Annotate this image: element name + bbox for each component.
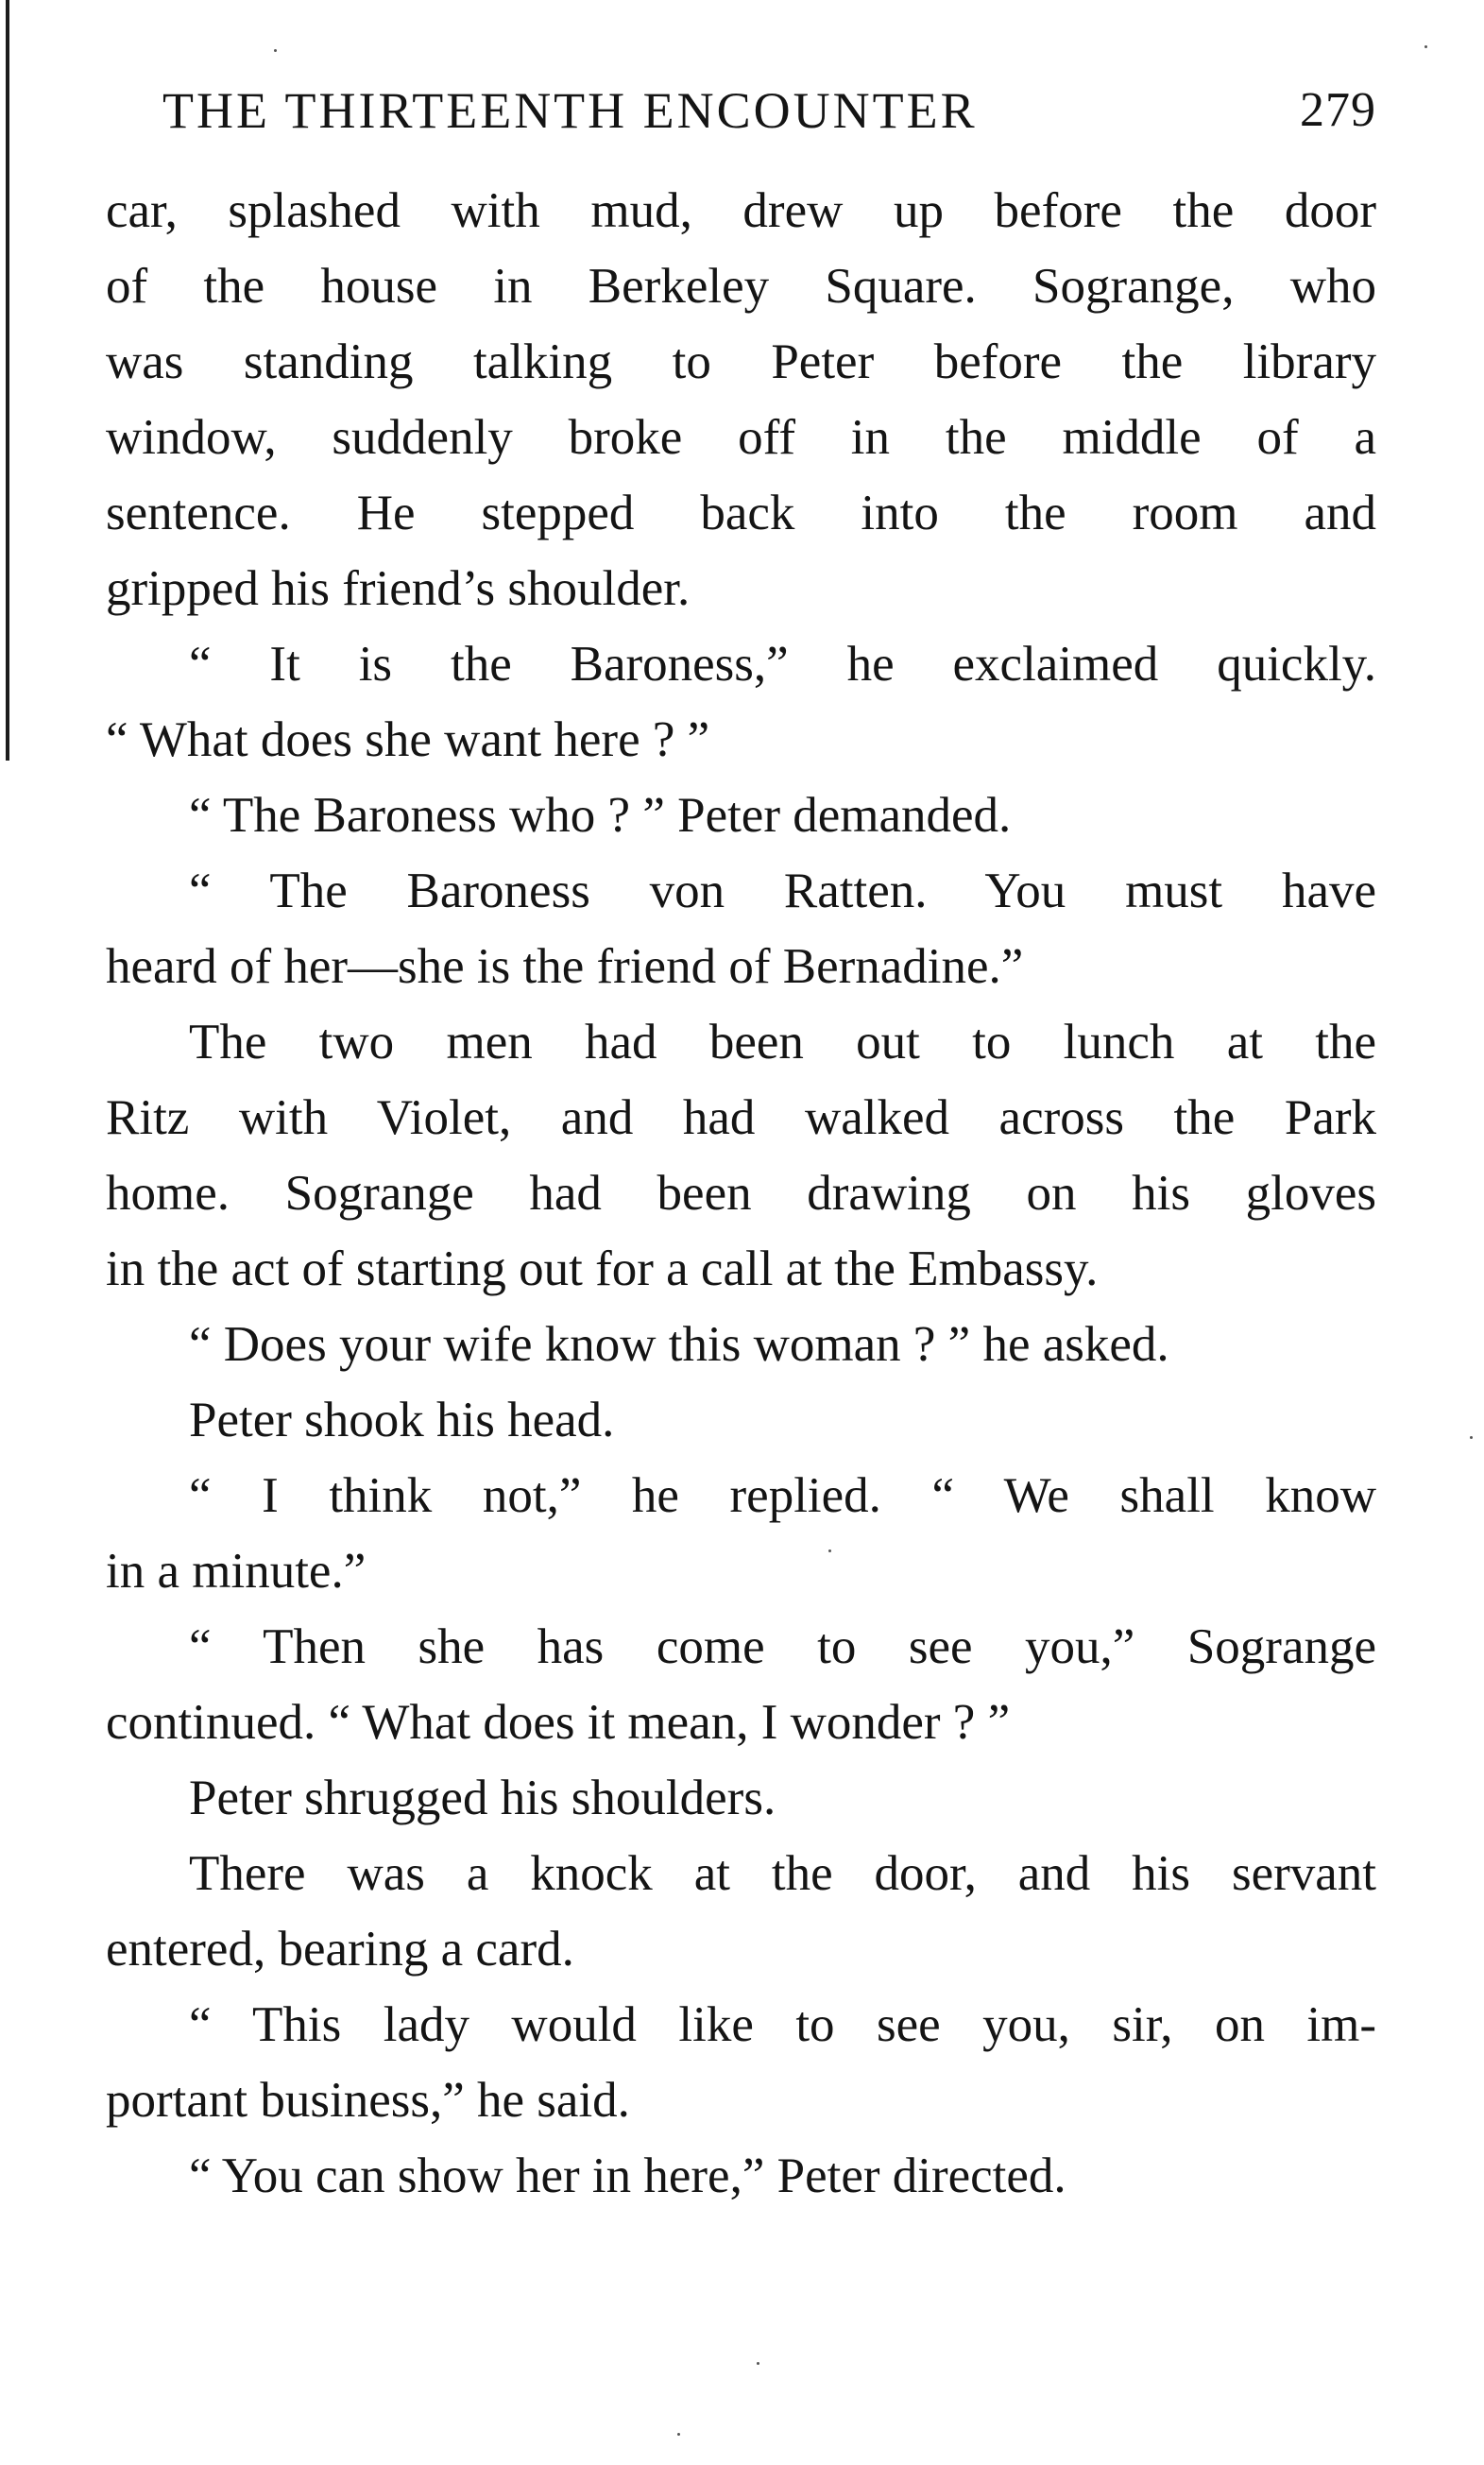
scan-speck: [828, 1549, 831, 1552]
text-line: “ This lady would like to see you, sir, on im-: [189, 1997, 1376, 2052]
text-line: home. Sogrange had been drawing on his gloves: [106, 1166, 1376, 1221]
text-line: There was a knock at the door, and his servant: [189, 1846, 1376, 1901]
text-line: “ What does she want here ? ”: [106, 712, 710, 767]
text-line: Ritz with Violet, and had walked across the Park: [106, 1090, 1376, 1145]
text-line: was standing talking to Peter before the library: [106, 334, 1376, 389]
text-line: in a minute.”: [106, 1544, 367, 1599]
scan-speck: [677, 2433, 680, 2436]
text-line: window, suddenly broke off in the middle of a: [106, 410, 1376, 465]
text-line: heard of her—she is the friend of Bernadine.”: [106, 939, 1024, 994]
text-line: continued. “ What does it mean, I wonder ? ”: [106, 1695, 1011, 1750]
text-line: “ The Baroness who ? ” Peter demanded.: [189, 788, 1012, 843]
text-line: “ You can show her in here,” Peter directed.: [189, 2148, 1066, 2203]
text-line: entered, bearing a card.: [106, 1922, 574, 1977]
body-text: [106, 173, 1376, 2214]
text-line: “ Then she has come to see you,” Sogrange: [189, 1619, 1376, 1674]
text-line: “ I think not,” he replied. “ We shall know: [189, 1468, 1376, 1523]
text-line: “ It is the Baroness,” he exclaimed quickly.: [189, 637, 1376, 692]
text-line: portant business,” he said.: [106, 2073, 630, 2128]
text-line: car, splashed with mud, drew up before the door: [106, 183, 1376, 238]
text-line: gripped his friend’s shoulder.: [106, 561, 691, 616]
text-line: “ The Baroness von Ratten. You must have: [189, 864, 1376, 918]
running-head: [106, 68, 1376, 153]
scan-edge-rule: [6, 0, 9, 761]
page-number: 279: [1300, 83, 1376, 137]
text-line: The two men had been out to lunch at the: [189, 1015, 1376, 1070]
text-line: Peter shook his head.: [189, 1393, 615, 1447]
scan-speck: [1424, 45, 1427, 48]
text-line: Peter shrugged his shoulders.: [189, 1771, 776, 1825]
scan-speck: [274, 49, 277, 52]
text-line: in the act of starting out for a call at the Embassy.: [106, 1241, 1099, 1296]
scan-speck: [1470, 1436, 1473, 1439]
running-head-title: THE THIRTEENTH ENCOUNTER: [162, 82, 978, 139]
text-line: “ Does your wife know this woman ? ” he asked.: [189, 1317, 1169, 1372]
text-line: sentence. He stepped back into the room and: [106, 486, 1376, 540]
scan-speck: [757, 2362, 759, 2365]
text-line: of the house in Berkeley Square. Sogrange, who: [106, 259, 1376, 314]
